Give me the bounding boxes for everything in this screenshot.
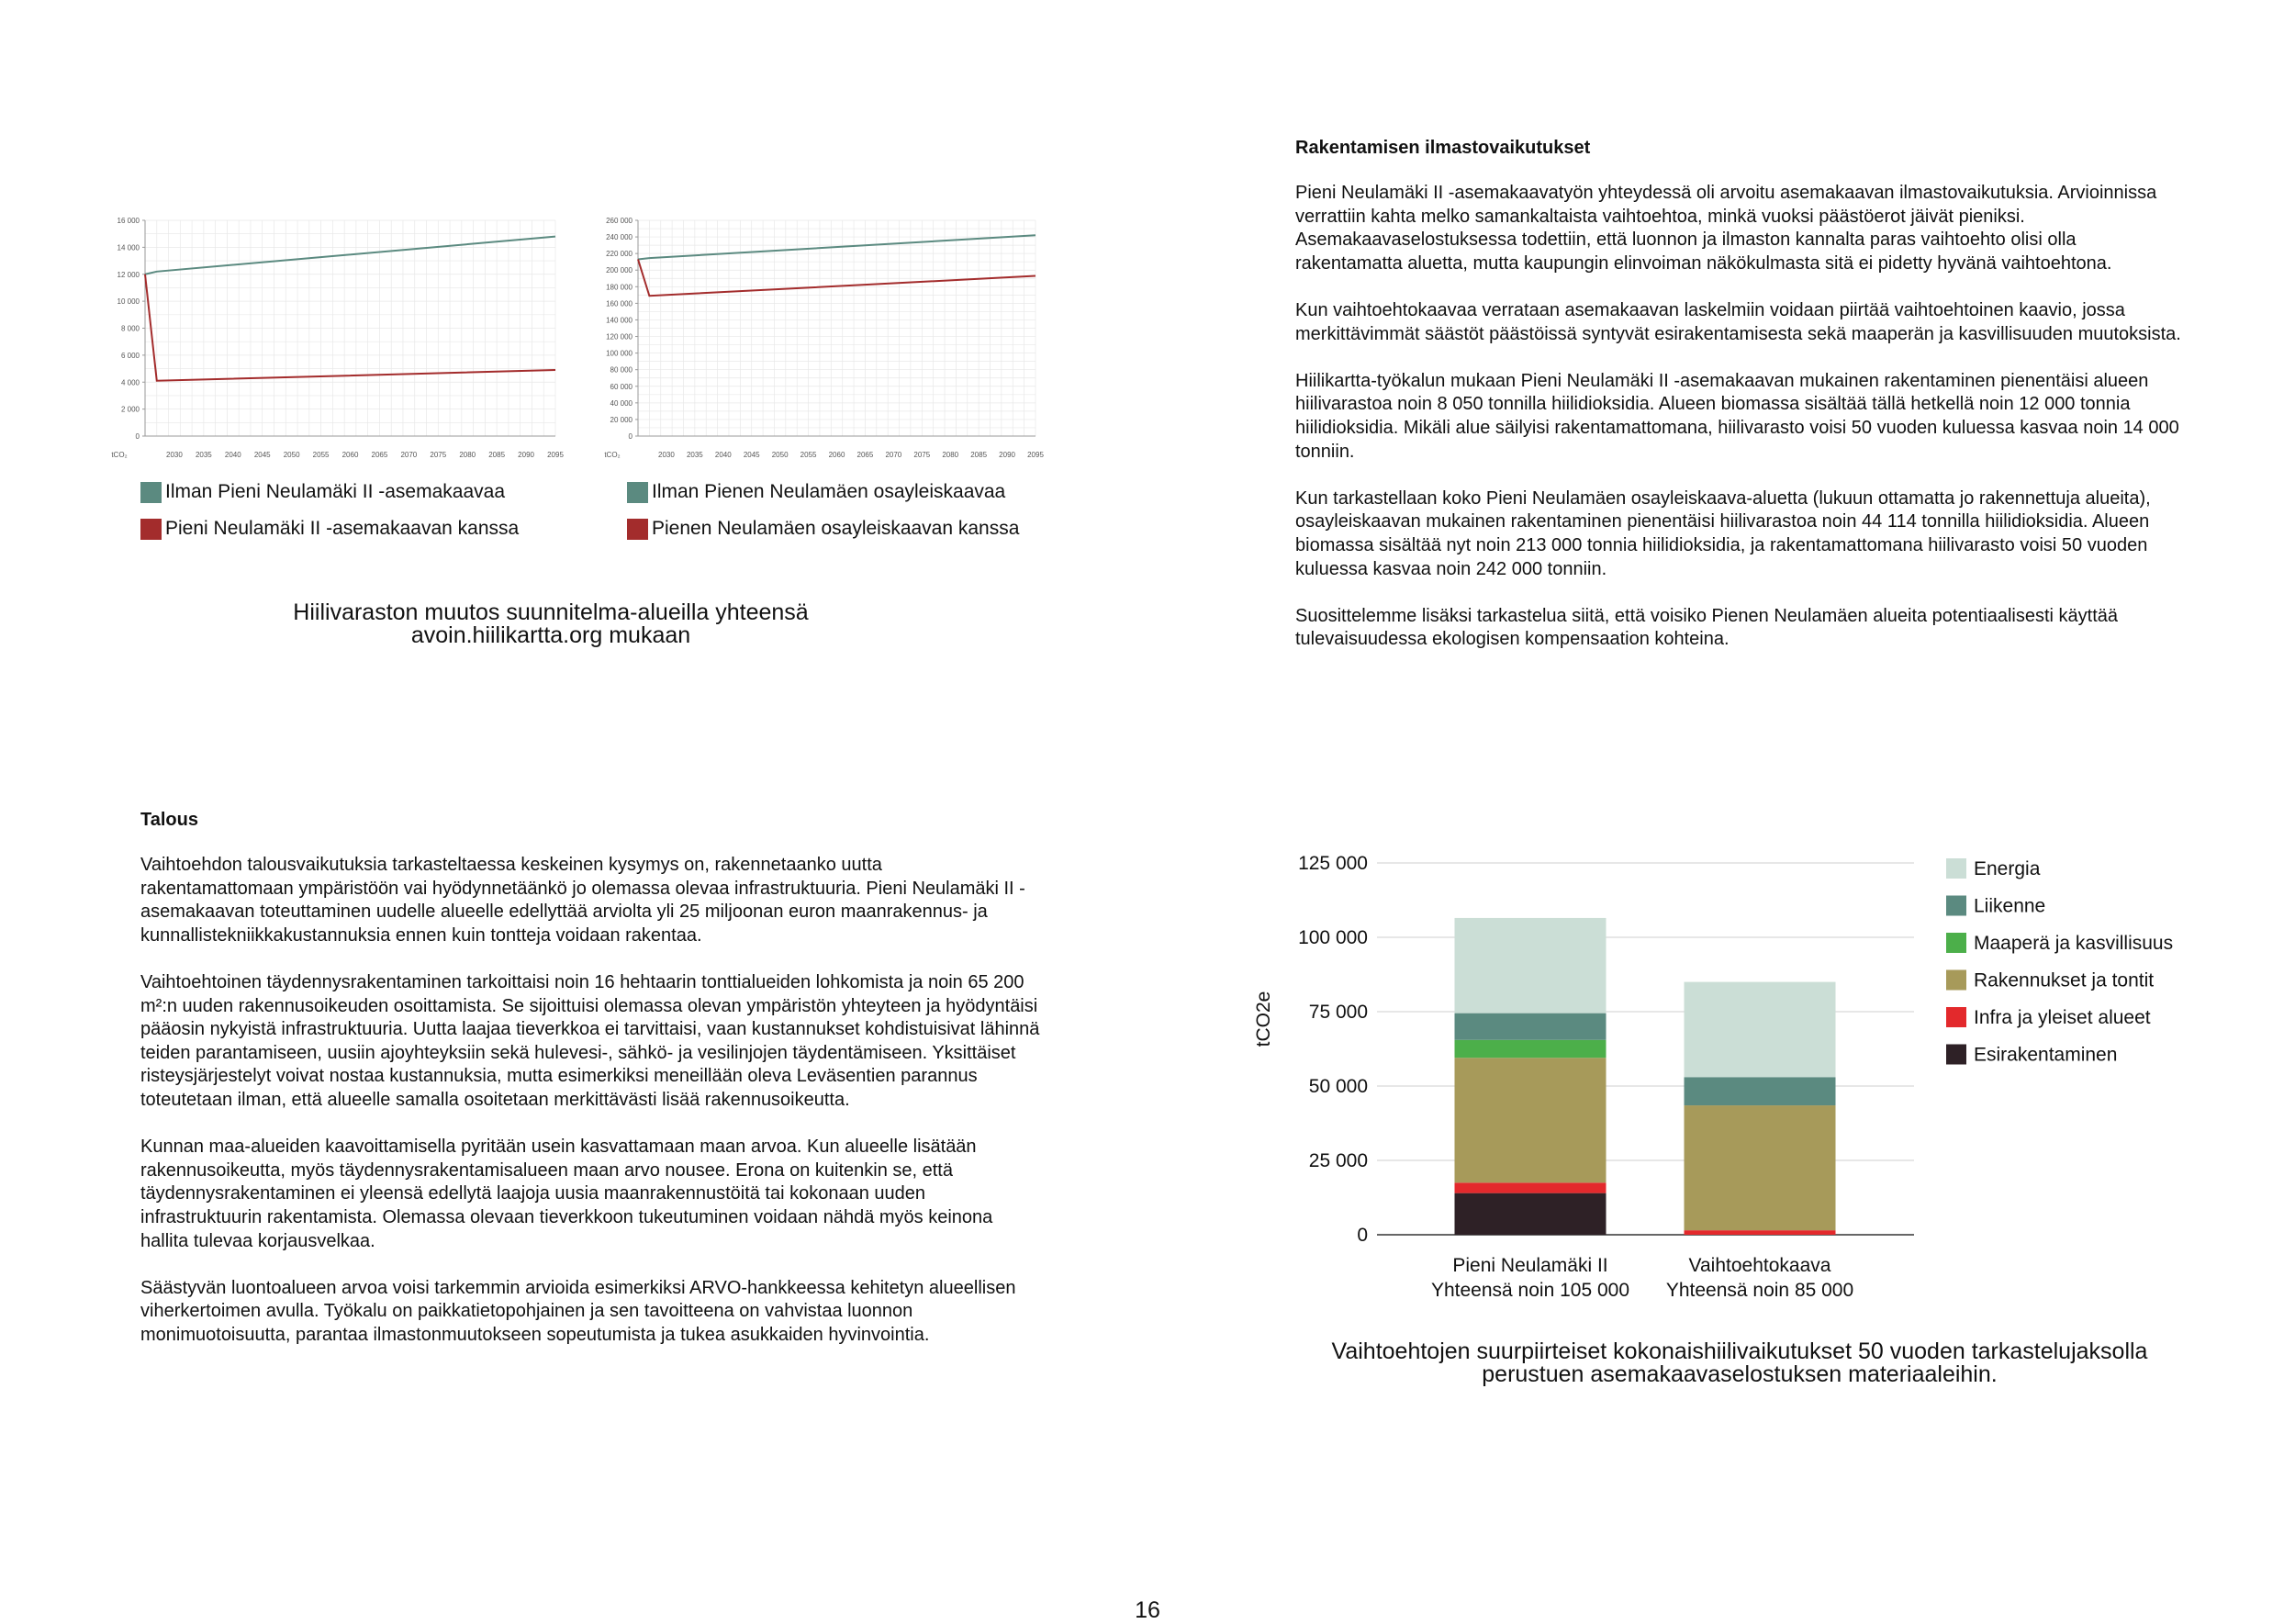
paragraph: Kun tarkastellaan koko Pieni Neulamäen osayleiskaava-aluetta (lukuun ottamatta jo rakennettuja alueita), osayleiskaavan mukainen rakentaminen pienentäisi hiilivarastoa noin 44 114 tonnilla hiilidioksidia. Alueen biomassa sisältää nyt noin 213 000 tonnia hiilidioksidia, ja rakentamattomana hiilivarasto voisi 50 vuoden kuluessa kasvaa noin 242 000 tonniin.	[1295, 487, 2151, 579]
x-tick-label: 2090	[518, 451, 534, 459]
section-rakentaminen	[1295, 138, 2186, 675]
y-tick-label: 16 000	[117, 217, 140, 225]
legend-label: Pieni Neulamäki II -asemakaavan kanssa	[165, 518, 520, 539]
y-tick-label: 0	[628, 432, 633, 441]
legend-swatch	[1946, 896, 1966, 916]
y-tick-label: 20 000	[610, 415, 633, 424]
y-tick-label: 100 000	[606, 349, 633, 358]
x-tick-label: Pieni Neulamäki II	[1452, 1255, 1608, 1276]
x-tick-label: 2085	[488, 451, 506, 459]
legend-item	[140, 481, 505, 503]
section-talous	[140, 810, 1040, 1371]
y-tick-label: 0	[135, 432, 140, 441]
legend-label: Infra ja yleiset alueet	[1974, 1007, 2151, 1028]
legend-label: Liikenne	[1974, 895, 2046, 917]
x-tick-label: 2050	[771, 451, 789, 459]
bar-segment	[1685, 1105, 1836, 1230]
paragraph: Hiilikartta-työkalun mukaan Pieni Neulamäki II -asemakaavan mukainen rakentaminen pienentäisi alueen hiilivarastoa noin 8 050 tonnilla hiilidioksidia. Alueen biomassa sisältää tällä hetkellä noin 12 000 tonnia hiilidioksidia. Mikäli alue säilyisi rakentamattomana, hiilivarasto voisi 50 vuoden kuluessa kasvaa noin 14 000 tonniin.	[1295, 370, 2179, 462]
x-tick-label: 2080	[459, 451, 476, 459]
y-tick-label: 6 000	[120, 351, 140, 360]
y-tick-label: 50 000	[1308, 1076, 1368, 1097]
legend-swatch	[1946, 1007, 1966, 1027]
bar-segment	[1455, 1182, 1606, 1193]
x-tick-label: 2075	[913, 451, 931, 459]
y-tick-label: 25 000	[1308, 1150, 1368, 1171]
legend-swatch	[140, 482, 162, 503]
y-tick-label: 240 000	[606, 233, 633, 242]
y-tick-label: 60 000	[610, 382, 633, 391]
series-line	[638, 259, 1036, 296]
legend-swatch	[627, 482, 648, 503]
caption-line: avoin.hiilikartta.org mukaan	[410, 622, 691, 648]
x-tick-label: 2065	[856, 451, 874, 459]
series-line	[638, 235, 1036, 259]
legend-item	[627, 518, 1019, 540]
y-tick-label: 8 000	[120, 324, 140, 333]
y-tick-label: 2 000	[120, 405, 140, 414]
y-tick-label: 160 000	[606, 299, 633, 308]
stacked-bar-chart	[1239, 845, 2212, 1322]
line-chart-osayleiskaava	[581, 207, 1049, 464]
paragraph: Kunnan maa-alueiden kaavoittamisella pyritään usein kasvattamaan maan arvoa. Kun alueelle lisätään rakennusoikeutta, myös täydennysrakentamisalueen maan arvo nousee. Erona on kuitenkin se, että täydennysrakentaminen ei yleensä edellytä laajoja uusia maanrakennustöitä tai kokonaan uuden infrastruktuurin rakentamista. Olemassa olevaan tieverkkoon tukeutuminen voidaan nähdä myös keinona hallita tulevaa korjausvelkaa.	[140, 1137, 993, 1251]
x-tick-label: 2035	[686, 451, 703, 459]
bar-segment	[1455, 1014, 1606, 1040]
x-tick-label: 2085	[970, 451, 988, 459]
x-tick-label: 2060	[341, 451, 359, 459]
x-tick-label: 2065	[371, 451, 388, 459]
section-heading: Rakentamisen ilmastovaikutukset	[1295, 138, 1591, 158]
x-tick-label: 2090	[999, 451, 1015, 459]
bar-segment	[1685, 982, 1836, 1078]
bar-segment	[1455, 918, 1606, 1014]
line-chart-asemakaava	[101, 207, 569, 464]
x-tick-label: 2095	[547, 451, 564, 459]
legend-swatch	[1946, 858, 1966, 879]
y-axis-label: tCO2e	[1253, 991, 1274, 1047]
legend-item	[140, 518, 519, 540]
y-unit-label: tCO₂	[604, 451, 621, 459]
paragraph: Pieni Neulamäki II -asemakaavatyön yhteydessä oli arvoitu asemakaavan ilmastovaikutuksia. Arvioinnissa verrattiin kahta melko samankaltaista vaihtoehtoa, minkä vuoksi päästöerot jäivät pieniksi. Asemakaavaselostuksessa todettiin, että luonnon ja ilmaston kannalta paras vaihtoehto olisi olla rakentamatta aluetta, mutta kaupungin elinvoiman näkökulmasta sitä ei pidetty hyvänä vaihtoehtona.	[1295, 183, 2157, 274]
paragraph: Vaihtoehdon talousvaikutuksia tarkasteltaessa keskeinen kysymys on, rakennetaanko uutta rakentamattomaan ympäristöön vai hyödynnetäänkö jo olemassa olevaa infrastruktuuria. Pieni Neulamäki II -asemakaavan toteuttaminen uudelle alueelle edellyttää arviolta yli 25 miljoonan euron maanrakennus- ja kunnallistekniikkakustannuksia ennen kuin tontteja voidaan rakentaa.	[140, 855, 1025, 946]
x-tick-label: 2050	[283, 451, 300, 459]
legend-label: Ilman Pienen Neulamäen osayleiskaavaa	[652, 481, 1006, 502]
series-line	[145, 274, 555, 381]
x-tick-label: 2045	[253, 451, 271, 459]
legend-swatch	[1946, 933, 1966, 953]
bar-segment	[1455, 1058, 1606, 1182]
x-tick-label: 2030	[658, 451, 675, 459]
bar-segment	[1685, 1077, 1836, 1105]
bar-segment	[1685, 1230, 1836, 1235]
paragraph: Kun vaihtoehtokaavaa verrataan asemakaavan laskelmiin voidaan piirtää vaihtoehtoinen kaavio, jossa merkittävimmät säästöt päästöissä syntyvät esirakentamisesta sekä maaperän ja kasvillisuuden muutoksista.	[1295, 299, 2181, 344]
y-tick-label: 14 000	[117, 243, 140, 252]
y-tick-label: 200 000	[606, 266, 633, 275]
x-tick-label: Vaihtoehtokaava	[1688, 1255, 1831, 1276]
x-tick-label: 2055	[312, 451, 330, 459]
x-tick-label: 2055	[800, 451, 817, 459]
x-tick-label: 2095	[1027, 451, 1044, 459]
y-tick-label: 4 000	[120, 378, 140, 387]
y-unit-label: tCO₂	[111, 451, 128, 459]
legend-swatch	[140, 519, 162, 540]
x-tick-label: 2035	[195, 451, 212, 459]
legend-item	[627, 481, 1005, 503]
paragraph: Säästyvän luontoalueen arvoa voisi tarkemmin arvioida esimerkiksi ARVO-hankkeessa kehitetyn alueellisen viherkertoimen avulla. Työkalu on paikkatietopohjainen ja sen tavoitteena on vahvistaa luonnon monimuotoisuutta, parantaa ilmastonmuutokseen sopeutumista ja tukea asukkaiden hyvinvointia.	[140, 1277, 1016, 1345]
legend-label: Maaperä ja kasvillisuus	[1974, 933, 2174, 954]
x-tick-label: 2045	[743, 451, 760, 459]
x-tick-label: 2080	[942, 451, 959, 459]
y-tick-label: 120 000	[606, 332, 633, 342]
caption-line: Hiilivaraston muutos suunnitelma-alueilla yhteensä	[293, 599, 809, 625]
legend-swatch	[627, 519, 648, 540]
y-tick-label: 10 000	[117, 297, 140, 307]
bar-segment	[1455, 1040, 1606, 1058]
y-tick-label: 100 000	[1298, 927, 1368, 948]
page-number: 16	[1135, 1597, 1160, 1623]
legend-label: Rakennukset ja tontit	[1974, 969, 2155, 991]
y-tick-label: 12 000	[117, 270, 140, 279]
y-tick-label: 40 000	[610, 398, 633, 408]
series-line	[145, 237, 555, 274]
x-tick-label: 2070	[400, 451, 418, 459]
y-tick-label: 140 000	[606, 316, 633, 325]
x-tick-label: 2070	[885, 451, 902, 459]
x-tick-label: Yhteensä noin 85 000	[1665, 1280, 1854, 1301]
x-tick-label: 2040	[714, 451, 732, 459]
x-tick-label: 2030	[166, 451, 183, 459]
paragraph: Suosittelemme lisäksi tarkastelua siitä, että voisiko Pienen Neulamäen alueita potentiaalisesti käyttää tulevaisuudessa ekologisen kompensaation kohteina.	[1295, 605, 2119, 650]
x-tick-label: Yhteensä noin 105 000	[1430, 1280, 1630, 1301]
line-charts-caption	[174, 601, 927, 647]
bar-chart-caption: Vaihtoehtojen suurpiirteiset kokonaishiilivaikutukset 50 vuoden tarkastelujaksolla perustuen asemakaavaselostuksen materiaaleihin.	[1331, 1338, 2148, 1387]
y-tick-label: 260 000	[606, 217, 633, 225]
paragraph: Vaihtoehtoinen täydennysrakentaminen tarkoittaisi noin 16 hehtaarin tonttialueiden lohkomista ja noin 65 200 m²:n uuden rakennusoikeuden osoittamista. Se sijoittuisi olemassa olevan ympäristön yhteyteen ja hyödyntäisi pääosin nykyistä infrastruktuuria. Uutta laajaa tieverkkoa ei tarvittaisi, vaan kustannukset kohdistuisivat lähinnä teiden parantamiseen, uusiin ajoyhteyksiin sekä hulevesi-, sähkö- ja vesilinjojen täydentämiseen. Yksittäiset risteysjärjestelyt voivat nostaa kustannuksia, mutta esimerkiksi meneillään oleva Leväsentien parannus toteutetaan ilman, että alueelle samalla osoitetaan merkittävästi lisää rakennusoikeutta.	[140, 971, 1040, 1110]
legend-label: Pienen Neulamäen osayleiskaavan kanssa	[652, 518, 1020, 539]
section-heading: Talous	[140, 810, 198, 830]
y-tick-label: 75 000	[1308, 1002, 1368, 1023]
x-tick-label: 2060	[828, 451, 845, 459]
x-tick-label: 2040	[224, 451, 241, 459]
legend-swatch	[1946, 970, 1966, 991]
y-tick-label: 80 000	[610, 365, 633, 375]
y-tick-label: 125 000	[1298, 853, 1368, 874]
legend-label: Energia	[1974, 858, 2041, 879]
y-tick-label: 220 000	[606, 250, 633, 259]
y-tick-label: 0	[1357, 1225, 1368, 1246]
y-tick-label: 180 000	[606, 283, 633, 292]
legend-swatch	[1946, 1045, 1966, 1065]
x-tick-label: 2075	[430, 451, 447, 459]
legend-label: Esirakentaminen	[1974, 1044, 2118, 1066]
bar-segment	[1455, 1193, 1606, 1235]
legend-label: Ilman Pieni Neulamäki II -asemakaavaa	[165, 481, 506, 502]
